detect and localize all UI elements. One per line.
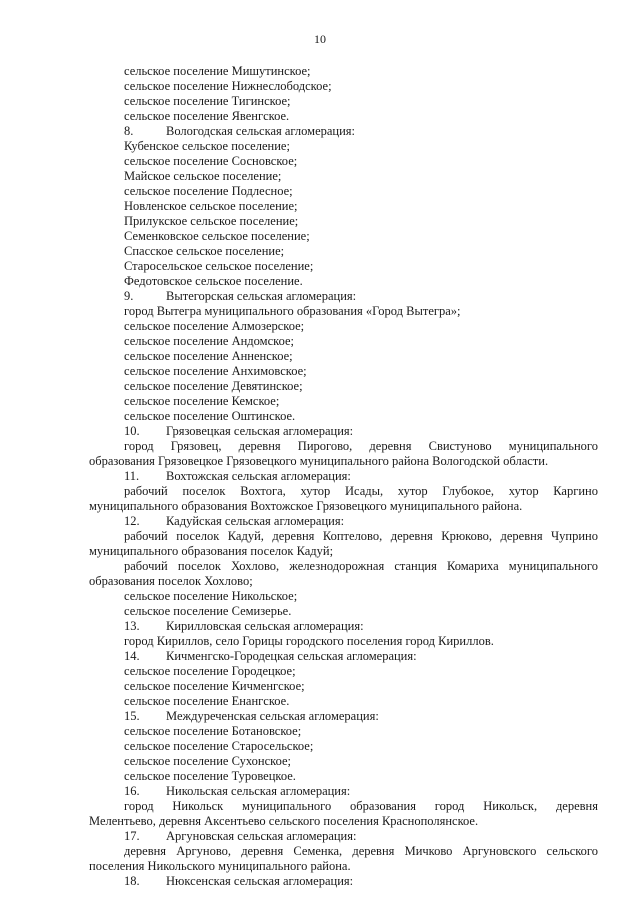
section-title: Вологодская сельская агломерация: [166, 124, 356, 138]
section-title: Междуреченская сельская агломерация: [166, 709, 379, 723]
list-item: сельское поселение Ботановское; [124, 724, 302, 738]
paragraph-line: город Грязовец, деревня Пирогово, деревня Свистуново муниципального [124, 439, 598, 453]
section-title: Никольская сельская агломерация: [166, 784, 351, 798]
list-item: сельское поселение Девятинское; [124, 379, 303, 393]
section-title: Вохтожская сельская агломерация: [166, 469, 351, 483]
paragraph-line: муниципального образования Вохтожское Грязовецкого муниципального района. [89, 499, 523, 513]
list-item: город Кириллов, село Горицы городского поселения город Кириллов. [124, 634, 494, 648]
section-number: 9. [124, 289, 134, 303]
list-item: Кубенское сельское поселение; [124, 139, 290, 153]
section-heading [124, 709, 379, 724]
section-number: 8. [124, 124, 134, 138]
list-item: сельское поселение Семизерье. [124, 604, 292, 618]
list-item: сельское поселение Алмозерское; [124, 319, 305, 333]
section-number: 12. [124, 514, 140, 528]
section-heading [124, 124, 355, 139]
list-item: сельское поселение Енангское. [124, 694, 290, 708]
section-number: 16. [124, 784, 140, 798]
list-item: сельское поселение Кемское; [124, 394, 280, 408]
section-number: 10. [124, 424, 140, 438]
paragraph-line: рабочий поселок Кадуй, деревня Коптелово, деревня Крюково, деревня Чуприно [124, 529, 598, 543]
section-number: 17. [124, 829, 140, 843]
paragraph-line: Мелентьево, деревня Аксентьево сельского поселения Краснополянское. [89, 814, 479, 828]
list-item: сельское поселение Городецкое; [124, 664, 296, 678]
section-heading [124, 784, 350, 799]
list-item: сельское поселение Анненское; [124, 349, 293, 363]
list-item: город Вытегра муниципального образования «Город Вытегра»; [124, 304, 461, 318]
paragraph-line: деревня Аргуново, деревня Семенка, деревня Мичково Аргуновского сельского [124, 844, 598, 858]
list-item: сельское поселение Сосновское; [124, 154, 298, 168]
section-heading [124, 424, 353, 439]
paragraph-line: рабочий поселок Хохлово, железнодорожная станция Комариха муниципального [124, 559, 598, 573]
section-number: 15. [124, 709, 140, 723]
section-heading [124, 829, 356, 844]
list-item: сельское поселение Оштинское. [124, 409, 296, 423]
list-item: сельское поселение Явенгское. [124, 109, 290, 123]
list-item: Новленское сельское поселение; [124, 199, 298, 213]
section-title: Кичменгско-Городецкая сельская агломерация: [166, 649, 417, 663]
section-heading [124, 289, 356, 304]
paragraph-line: город Никольск муниципального образования город Никольск, деревня [124, 799, 598, 813]
list-item: сельское поселение Нижнеслободское; [124, 79, 332, 93]
list-item: Старосельское сельское поселение; [124, 259, 314, 273]
page-number: 10 [314, 32, 326, 46]
list-item: сельское поселение Кичменгское; [124, 679, 305, 693]
paragraph-line: образования поселок Хохлово; [89, 574, 253, 588]
section-title: Кирилловская сельская агломерация: [166, 619, 364, 633]
section-title: Грязовецкая сельская агломерация: [166, 424, 354, 438]
paragraph-line: муниципального образования поселок Кадуй; [89, 544, 334, 558]
list-item: Семенковское сельское поселение; [124, 229, 310, 243]
section-heading [124, 619, 364, 634]
paragraph-line: поселения Никольского муниципального района. [89, 859, 351, 873]
section-number: 14. [124, 649, 140, 663]
section-heading [124, 874, 353, 889]
section-title: Вытегорская сельская агломерация: [166, 289, 357, 303]
list-item: сельское поселение Сухонское; [124, 754, 291, 768]
section-number: 11. [124, 469, 140, 483]
section-title: Кадуйская сельская агломерация: [166, 514, 345, 528]
list-item: сельское поселение Тигинское; [124, 94, 291, 108]
section-title: Аргуновская сельская агломерация: [166, 829, 357, 843]
list-item: сельское поселение Никольское; [124, 589, 298, 603]
paragraph-line: образования Грязовецкое Грязовецкого муниципального района Вологодской области. [89, 454, 549, 468]
section-heading [124, 649, 417, 664]
list-item: сельское поселение Анхимовское; [124, 364, 307, 378]
section-number: 13. [124, 619, 140, 633]
list-item: Спасское сельское поселение; [124, 244, 285, 258]
list-item: Прилукское сельское поселение; [124, 214, 299, 228]
paragraph-line: рабочий поселок Вохтога, хутор Исады, хутор Глубокое, хутор Каргино [124, 484, 598, 498]
list-item: сельское поселение Мишутинское; [124, 64, 311, 78]
list-item: сельское поселение Старосельское; [124, 739, 314, 753]
list-item: Федотовское сельское поселение. [124, 274, 303, 288]
section-heading [124, 514, 344, 529]
list-item: сельское поселение Туровецкое. [124, 769, 296, 783]
list-item: сельское поселение Андомское; [124, 334, 294, 348]
section-number: 18. [124, 874, 140, 888]
section-heading [124, 469, 351, 484]
section-title: Нюксенская сельская агломерация: [166, 874, 354, 888]
list-item: Майское сельское поселение; [124, 169, 282, 183]
list-item: сельское поселение Подлесное; [124, 184, 293, 198]
